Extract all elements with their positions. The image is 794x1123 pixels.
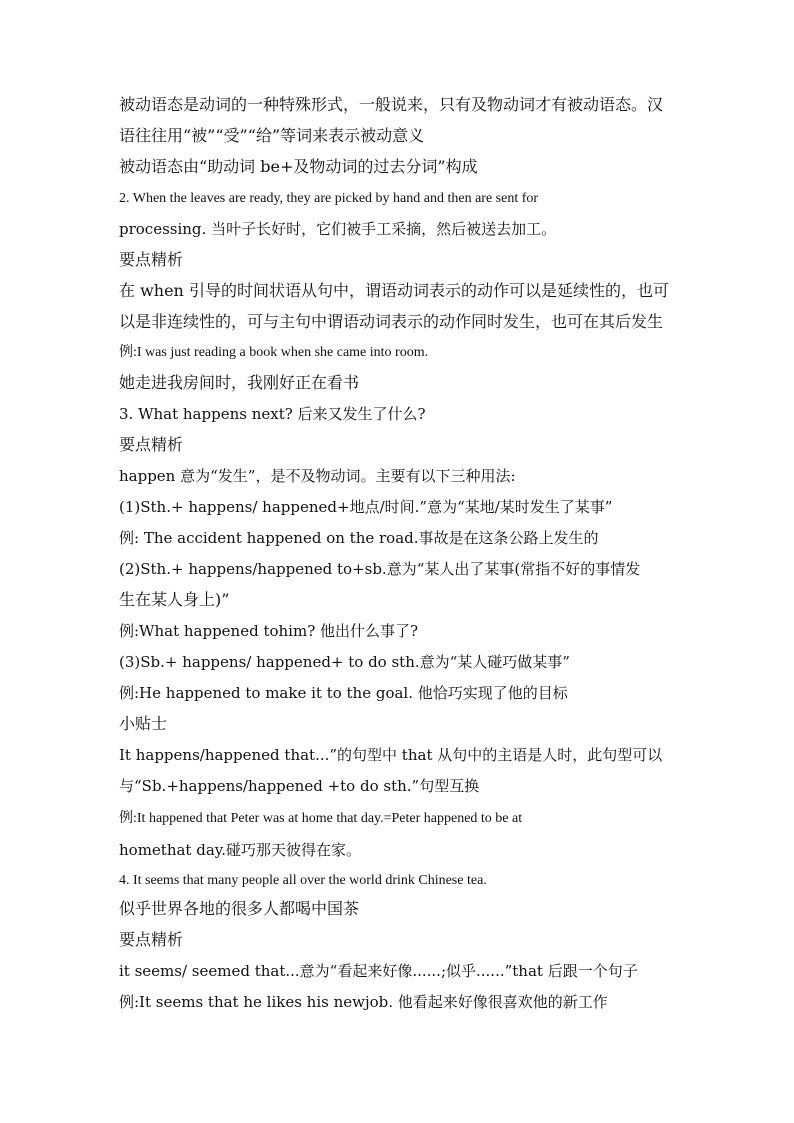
passive-voice-definition-line-1: 被动语态是动词的一种特殊形式，一般说来，只有及物动词才有被动语态。汉 <box>119 95 664 114</box>
happen-usage-1: (1)Sth.+ happens/ happened+地点/时间.”意为“某地/某时发生了某事” <box>119 498 613 516</box>
passive-voice-definition-line-2: 语往往用“被”“受”“给”等词来表示被动意义 <box>119 126 425 145</box>
when-clause-explanation-line-2: 以是非连续性的，可与主句中谓语动词表示的动作同时发生，也可在其后发生 <box>119 312 664 331</box>
happen-usage-3-example: 例:He happened to make it to the goal. 他恰巧实现了他的目标 <box>119 684 568 702</box>
item-3-sentence: 3. What happens next? 后来又发生了什么? <box>119 405 426 423</box>
item-2-sentence-line-2: processing. 当叶子长好时，它们被手工采摘，然后被送去加工。 <box>119 220 557 238</box>
key-points-heading: 要点精析 <box>119 435 184 454</box>
when-clause-example-translation: 她走进我房间时，我刚好正在看书 <box>119 373 360 392</box>
item-4-translation: 似乎世界各地的很多人都喝中国茶 <box>119 899 360 918</box>
happen-usage-2-line-2: 生在某人身上)” <box>119 590 230 609</box>
seem-usage-explanation: it seems/ seemed that...意为“看起来好像......;似乎......”that 后跟一个句子 <box>119 962 638 980</box>
happen-usage-2-example: 例:What happened tohim? 他出什么事了? <box>119 622 419 640</box>
key-points-heading: 要点精析 <box>119 930 184 949</box>
tip-text-line-2: 与“Sb.+happens/happened +to do sth.”句型互换 <box>119 777 480 795</box>
seem-usage-example: 例:It seems that he likes his newjob. 他看起来好像很喜欢他的新工作 <box>119 993 608 1011</box>
happen-usage-2-line-1: (2)Sth.+ happens/happened to+sb.意为“某人出了某事(常指不好的事情发 <box>119 560 641 578</box>
passive-voice-structure-line: 被动语态由“助动词 be+及物动词的过去分词”构成 <box>119 157 478 176</box>
tip-heading: 小贴士 <box>119 714 168 733</box>
item-4-sentence: 4. It seems that many people all over the world drink Chinese tea. <box>119 873 487 888</box>
when-clause-example: 例:I was just reading a book when she came into room. <box>119 345 429 360</box>
tip-example-line-2: homethat day.碰巧那天彼得在家。 <box>119 841 362 859</box>
happen-usage-3: (3)Sb.+ happens/ happened+ to do sth.意为“某人碰巧做某事” <box>119 653 570 671</box>
tip-example-line-1: 例:It happened that Peter was at home that day.=Peter happened to be at <box>119 811 523 826</box>
when-clause-explanation-line-1: 在 when 引导的时间状语从句中，谓语动词表示的动作可以是延续性的，也可 <box>119 281 669 300</box>
happen-usage-intro: happen 意为“发生”，是不及物动词。主要有以下三种用法: <box>119 467 516 485</box>
happen-usage-1-example: 例: The accident happened on the road.事故是在这条公路上发生的 <box>119 529 599 547</box>
item-2-sentence-line-1: 2. When the leaves are ready, they are picked by hand and then are sent for <box>119 191 539 206</box>
key-points-heading: 要点精析 <box>119 250 184 269</box>
tip-text-line-1: It happens/happened that...”的句型中 that 从句中的主语是人时，此句型可以 <box>119 746 663 764</box>
